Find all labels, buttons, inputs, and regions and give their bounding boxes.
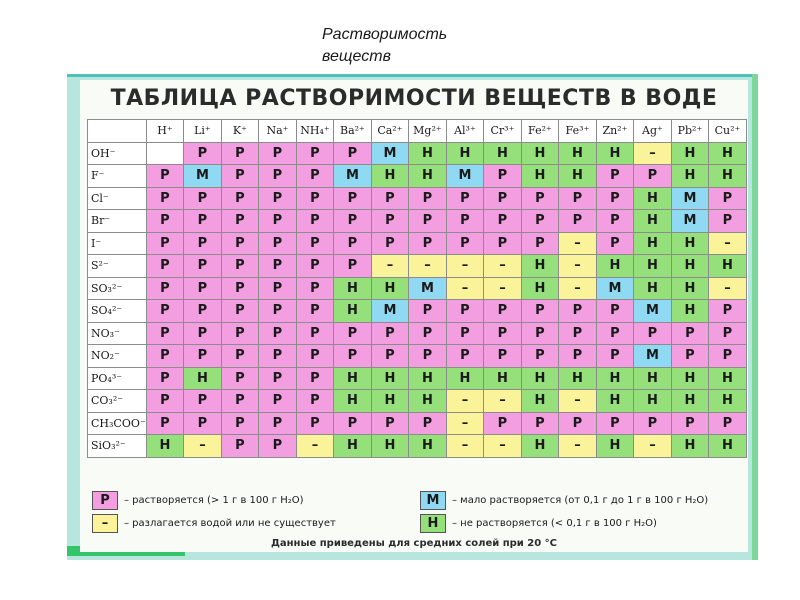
solubility-cell: Н [559, 142, 597, 165]
solubility-cell: Р [409, 300, 447, 323]
cation-header: NH₄⁺ [296, 120, 334, 143]
solubility-cell: Р [484, 345, 522, 368]
legend-decomposes [92, 513, 336, 533]
table-row [88, 300, 747, 323]
solubility-cell: Н [334, 277, 372, 300]
legend-key-decomposes: – [92, 514, 118, 533]
solubility-cell: Р [259, 300, 297, 323]
solubility-cell: Р [484, 210, 522, 233]
solubility-cell: Р [221, 367, 259, 390]
solubility-cell: Н [446, 142, 484, 165]
solubility-cell: М [371, 142, 409, 165]
cation-header: Ag⁺ [634, 120, 672, 143]
solubility-cell: М [671, 187, 709, 210]
solubility-cell: Р [184, 300, 222, 323]
legend-soluble [92, 490, 304, 510]
solubility-cell: Р [409, 322, 447, 345]
solubility-cell: Р [596, 300, 634, 323]
solubility-cell: Р [596, 187, 634, 210]
solubility-cell: Н [371, 277, 409, 300]
solubility-cell: Р [484, 232, 522, 255]
solubility-cell: Н [146, 435, 184, 458]
solubility-cell: Р [146, 210, 184, 233]
solubility-cell: Н [671, 300, 709, 323]
solubility-cell: Н [671, 435, 709, 458]
solubility-cell: Р [671, 322, 709, 345]
solubility-cell: Р [409, 345, 447, 368]
solubility-cell: Н [596, 435, 634, 458]
solubility-cell: – [484, 277, 522, 300]
cation-header: Cu²⁺ [709, 120, 747, 143]
legend-text-soluble: – растворяется (> 1 г в 100 г H₂O) [124, 494, 304, 506]
solubility-cell: Р [371, 322, 409, 345]
cation-header-row [88, 120, 747, 143]
solubility-cell: Р [221, 277, 259, 300]
solubility-cell: Н [671, 232, 709, 255]
solubility-cell: – [634, 142, 672, 165]
solubility-cell: Р [521, 210, 559, 233]
solubility-cell: – [184, 435, 222, 458]
solubility-cell: М [634, 345, 672, 368]
solubility-cell: Н [371, 165, 409, 188]
solubility-cell: Н [334, 390, 372, 413]
solubility-cell: Н [709, 390, 747, 413]
solubility-cell: – [559, 277, 597, 300]
solubility-cell: Р [184, 255, 222, 278]
solubility-cell: Р [259, 165, 297, 188]
solubility-cell: Р [259, 210, 297, 233]
solubility-cell: Р [259, 322, 297, 345]
solubility-cell: Р [259, 412, 297, 435]
solubility-cell: Н [371, 367, 409, 390]
solubility-cell: М [371, 300, 409, 323]
solubility-cell: Р [521, 322, 559, 345]
solubility-cell: Р [184, 390, 222, 413]
solubility-cell [146, 142, 184, 165]
solubility-cell: Р [296, 300, 334, 323]
solubility-cell: Р [671, 345, 709, 368]
anion-label: CO₃²⁻ [88, 390, 147, 413]
solubility-cell: Н [371, 435, 409, 458]
solubility-cell: Р [484, 165, 522, 188]
solubility-cell: М [446, 165, 484, 188]
solubility-cell: Р [221, 390, 259, 413]
solubility-cell: Р [484, 187, 522, 210]
solubility-cell: Р [184, 345, 222, 368]
solubility-cell: Н [409, 435, 447, 458]
cation-header: H⁺ [146, 120, 184, 143]
table-row [88, 435, 747, 458]
solubility-cell: Р [146, 322, 184, 345]
solubility-cell: – [409, 255, 447, 278]
solubility-cell: Н [671, 255, 709, 278]
legend-text-slightly: – мало растворяется (от 0,1 г до 1 г в 100 г H₂O) [452, 494, 709, 506]
solubility-cell: – [709, 277, 747, 300]
solubility-cell: – [446, 277, 484, 300]
cation-header: Cr³⁺ [484, 120, 522, 143]
solubility-cell: Р [484, 300, 522, 323]
solubility-cell: Н [596, 367, 634, 390]
anion-label: SO₄²⁻ [88, 300, 147, 323]
solubility-cell: Н [596, 142, 634, 165]
solubility-cell: М [184, 165, 222, 188]
solubility-cell: Р [446, 322, 484, 345]
solubility-cell: Р [146, 165, 184, 188]
solubility-cell: Н [521, 435, 559, 458]
solubility-cell: Н [371, 390, 409, 413]
solubility-cell: Р [596, 210, 634, 233]
cation-header: Fe³⁺ [559, 120, 597, 143]
solubility-cell: Р [296, 187, 334, 210]
solubility-cell: – [446, 390, 484, 413]
solubility-cell: Р [409, 232, 447, 255]
solubility-cell: Р [146, 277, 184, 300]
cation-header: Na⁺ [259, 120, 297, 143]
table-row [88, 345, 747, 368]
solubility-cell: Р [184, 277, 222, 300]
solubility-cell: Р [334, 142, 372, 165]
solubility-cell: Р [259, 435, 297, 458]
solubility-cell: Р [559, 210, 597, 233]
solubility-cell: Р [484, 412, 522, 435]
solubility-cell: Р [221, 322, 259, 345]
legend-key-insoluble: Н [420, 514, 446, 533]
legend-row-2 [87, 513, 747, 533]
cation-header: Zn²⁺ [596, 120, 634, 143]
solubility-cell: – [446, 412, 484, 435]
table-row [88, 165, 747, 188]
solubility-cell: – [446, 255, 484, 278]
solubility-table [87, 119, 747, 458]
solubility-cell: Р [409, 187, 447, 210]
legend-row-1 [87, 490, 747, 510]
solubility-cell: Р [184, 322, 222, 345]
table-row [88, 390, 747, 413]
solubility-cell: Н [409, 142, 447, 165]
solubility-cell: Н [634, 187, 672, 210]
table-row [88, 142, 747, 165]
solubility-cell: Р [221, 412, 259, 435]
anion-label: NO₂⁻ [88, 345, 147, 368]
solubility-cell: Р [184, 187, 222, 210]
solubility-cell: Р [184, 232, 222, 255]
solubility-cell: Н [596, 390, 634, 413]
solubility-cell: Р [146, 390, 184, 413]
solubility-cell: Р [221, 142, 259, 165]
solubility-cell: М [671, 210, 709, 233]
solubility-cell: Н [671, 367, 709, 390]
legend-insoluble [420, 513, 657, 533]
solubility-cell: Р [146, 187, 184, 210]
solubility-cell: Р [146, 412, 184, 435]
solubility-cell: Р [521, 232, 559, 255]
anion-label: SiO₃²⁻ [88, 435, 147, 458]
poster-edge-right [752, 74, 758, 560]
solubility-cell: Р [221, 300, 259, 323]
solubility-cell: Р [596, 345, 634, 368]
solubility-cell: – [709, 232, 747, 255]
solubility-cell: Н [671, 390, 709, 413]
solubility-cell: Р [709, 187, 747, 210]
solubility-cell: Н [709, 142, 747, 165]
solubility-cell: Н [409, 367, 447, 390]
solubility-cell: Р [521, 345, 559, 368]
solubility-cell: Р [146, 300, 184, 323]
solubility-cell: Р [371, 187, 409, 210]
solubility-cell: Н [634, 277, 672, 300]
solubility-cell: Р [446, 232, 484, 255]
solubility-cell: Р [146, 232, 184, 255]
solubility-cell: Н [409, 165, 447, 188]
solubility-cell: Р [446, 210, 484, 233]
solubility-cell: Н [671, 165, 709, 188]
cation-header: Al³⁺ [446, 120, 484, 143]
solubility-cell: Р [296, 165, 334, 188]
solubility-cell: – [559, 232, 597, 255]
solubility-cell: Н [634, 210, 672, 233]
solubility-cell: Р [221, 187, 259, 210]
solubility-cell: Р [634, 165, 672, 188]
anion-label: F⁻ [88, 165, 147, 188]
solubility-cell: Н [521, 277, 559, 300]
solubility-cell: Р [371, 345, 409, 368]
cation-header: Li⁺ [184, 120, 222, 143]
table-row [88, 367, 747, 390]
solubility-cell: Р [296, 322, 334, 345]
solubility-cell: Р [221, 165, 259, 188]
solubility-cell: Н [709, 255, 747, 278]
solubility-cell: Н [334, 435, 372, 458]
solubility-cell: Р [296, 412, 334, 435]
solubility-cell: Р [559, 322, 597, 345]
solubility-cell: Н [334, 300, 372, 323]
solubility-cell: – [296, 435, 334, 458]
solubility-cell: Р [446, 345, 484, 368]
solubility-cell: Н [709, 367, 747, 390]
solubility-cell: Н [334, 367, 372, 390]
solubility-cell: Р [709, 322, 747, 345]
anion-label: I⁻ [88, 232, 147, 255]
legend-text-decomposes: – разлагается водой или не существует [124, 517, 336, 529]
solubility-cell: Р [709, 210, 747, 233]
solubility-cell: Р [296, 277, 334, 300]
solubility-cell: Р [296, 232, 334, 255]
solubility-cell: Р [259, 390, 297, 413]
corner-cell [88, 120, 147, 143]
solubility-cell: М [596, 277, 634, 300]
caption: Растворимость веществ [322, 26, 448, 65]
solubility-cell: Р [596, 322, 634, 345]
solubility-cell: М [409, 277, 447, 300]
solubility-cell: Р [221, 345, 259, 368]
cation-header: Ca²⁺ [371, 120, 409, 143]
table-row [88, 210, 747, 233]
solubility-cell: М [334, 165, 372, 188]
solubility-cell: Р [596, 232, 634, 255]
solubility-cell: Р [296, 210, 334, 233]
solubility-cell: Н [409, 390, 447, 413]
solubility-cell: Р [559, 345, 597, 368]
solubility-cell: Р [146, 367, 184, 390]
solubility-cell: Р [259, 367, 297, 390]
solubility-cell: Р [709, 300, 747, 323]
solubility-cell: Р [671, 412, 709, 435]
solubility-cell: Р [559, 187, 597, 210]
solubility-cell: Н [634, 367, 672, 390]
legend-slightly [420, 490, 708, 510]
solubility-cell: Р [259, 187, 297, 210]
solubility-cell: Р [334, 232, 372, 255]
solubility-cell: Р [296, 345, 334, 368]
solubility-cell: Н [634, 255, 672, 278]
solubility-cell: Р [334, 412, 372, 435]
solubility-cell: Р [334, 322, 372, 345]
cation-header: Mg²⁺ [409, 120, 447, 143]
solubility-cell: Р [296, 142, 334, 165]
solubility-cell: Р [184, 142, 222, 165]
solubility-cell: – [484, 435, 522, 458]
solubility-cell: Р [221, 210, 259, 233]
solubility-cell: Н [596, 255, 634, 278]
solubility-cell: Р [559, 300, 597, 323]
anion-label: CH₃COO⁻ [88, 412, 147, 435]
solubility-cell: Н [671, 277, 709, 300]
anion-label: NO₃⁻ [88, 322, 147, 345]
solubility-cell: Р [334, 255, 372, 278]
legend-text-insoluble: – не растворяется (< 0,1 г в 100 г H₂O) [452, 517, 657, 529]
solubility-cell: Р [446, 300, 484, 323]
cation-header: K⁺ [221, 120, 259, 143]
solubility-cell: Р [221, 232, 259, 255]
solubility-cell: Н [521, 165, 559, 188]
solubility-cell: Р [221, 255, 259, 278]
anion-label: SO₃²⁻ [88, 277, 147, 300]
table-row [88, 412, 747, 435]
anion-label: Br⁻ [88, 210, 147, 233]
solubility-cell: Р [296, 390, 334, 413]
solubility-cell: Р [521, 300, 559, 323]
solubility-cell: Р [409, 412, 447, 435]
solubility-cell: Р [259, 255, 297, 278]
solubility-cell: Н [634, 390, 672, 413]
table-title: ТАБЛИЦА РАСТВОРИМОСТИ ВЕЩЕСТВ В ВОДЕ [110, 86, 718, 111]
solubility-cell: Н [521, 367, 559, 390]
table-row [88, 322, 747, 345]
solubility-cell: – [559, 390, 597, 413]
solubility-cell: Р [709, 412, 747, 435]
solubility-cell: Р [259, 277, 297, 300]
solubility-cell: Р [596, 412, 634, 435]
solubility-cell: Р [371, 232, 409, 255]
solubility-cell: Р [146, 255, 184, 278]
solubility-cell: Р [409, 210, 447, 233]
solubility-cell: Р [259, 232, 297, 255]
solubility-cell: Р [334, 187, 372, 210]
solubility-cell: Р [296, 255, 334, 278]
solubility-cell: Р [446, 187, 484, 210]
cation-header: Ba²⁺ [334, 120, 372, 143]
solubility-cell: Р [334, 210, 372, 233]
table-row [88, 232, 747, 255]
solubility-cell: Р [634, 322, 672, 345]
solubility-cell: – [484, 255, 522, 278]
solubility-cell: Р [709, 345, 747, 368]
solubility-cell: Н [521, 255, 559, 278]
table-row [88, 277, 747, 300]
solubility-cell: Н [709, 435, 747, 458]
anion-label: S²⁻ [88, 255, 147, 278]
solubility-cell: Н [484, 367, 522, 390]
cation-header: Fe²⁺ [521, 120, 559, 143]
solubility-cell: – [634, 435, 672, 458]
solubility-cell: Р [484, 322, 522, 345]
anion-label: OH⁻ [88, 142, 147, 165]
solubility-cell: Р [634, 412, 672, 435]
solubility-cell: Н [521, 390, 559, 413]
solubility-cell: Р [596, 165, 634, 188]
legend-key-soluble: Р [92, 491, 118, 510]
solubility-cell: Р [259, 345, 297, 368]
solubility-cell: Р [521, 412, 559, 435]
footnote: Данные приведены для средних солей при 20 °C [270, 538, 558, 549]
solubility-cell: Н [184, 367, 222, 390]
solubility-cell: Н [446, 367, 484, 390]
solubility-cell: Н [709, 165, 747, 188]
solubility-cell: Н [559, 165, 597, 188]
solubility-cell: М [634, 300, 672, 323]
solubility-cell: Р [259, 142, 297, 165]
solubility-cell: – [559, 435, 597, 458]
cation-header: Pb²⁺ [671, 120, 709, 143]
solubility-cell: Р [184, 210, 222, 233]
solubility-cell: Н [521, 142, 559, 165]
solubility-cell: – [484, 390, 522, 413]
solubility-cell: Р [521, 187, 559, 210]
solubility-cell: Р [334, 345, 372, 368]
solubility-cell: Н [671, 142, 709, 165]
solubility-cell: Н [559, 367, 597, 390]
solubility-cell: Н [484, 142, 522, 165]
legend-key-slightly: М [420, 491, 446, 510]
solubility-cell: Р [371, 210, 409, 233]
solubility-cell: Р [296, 367, 334, 390]
solubility-cell: – [371, 255, 409, 278]
solubility-cell: Р [184, 412, 222, 435]
table-row [88, 187, 747, 210]
solubility-cell: – [559, 255, 597, 278]
solubility-cell: Р [146, 345, 184, 368]
solubility-cell: – [446, 435, 484, 458]
solubility-cell: Р [371, 412, 409, 435]
solubility-cell: Н [634, 232, 672, 255]
table-row [88, 255, 747, 278]
solubility-cell: Р [221, 435, 259, 458]
solubility-cell: Р [559, 412, 597, 435]
anion-label: Cl⁻ [88, 187, 147, 210]
anion-label: PO₄³⁻ [88, 367, 147, 390]
